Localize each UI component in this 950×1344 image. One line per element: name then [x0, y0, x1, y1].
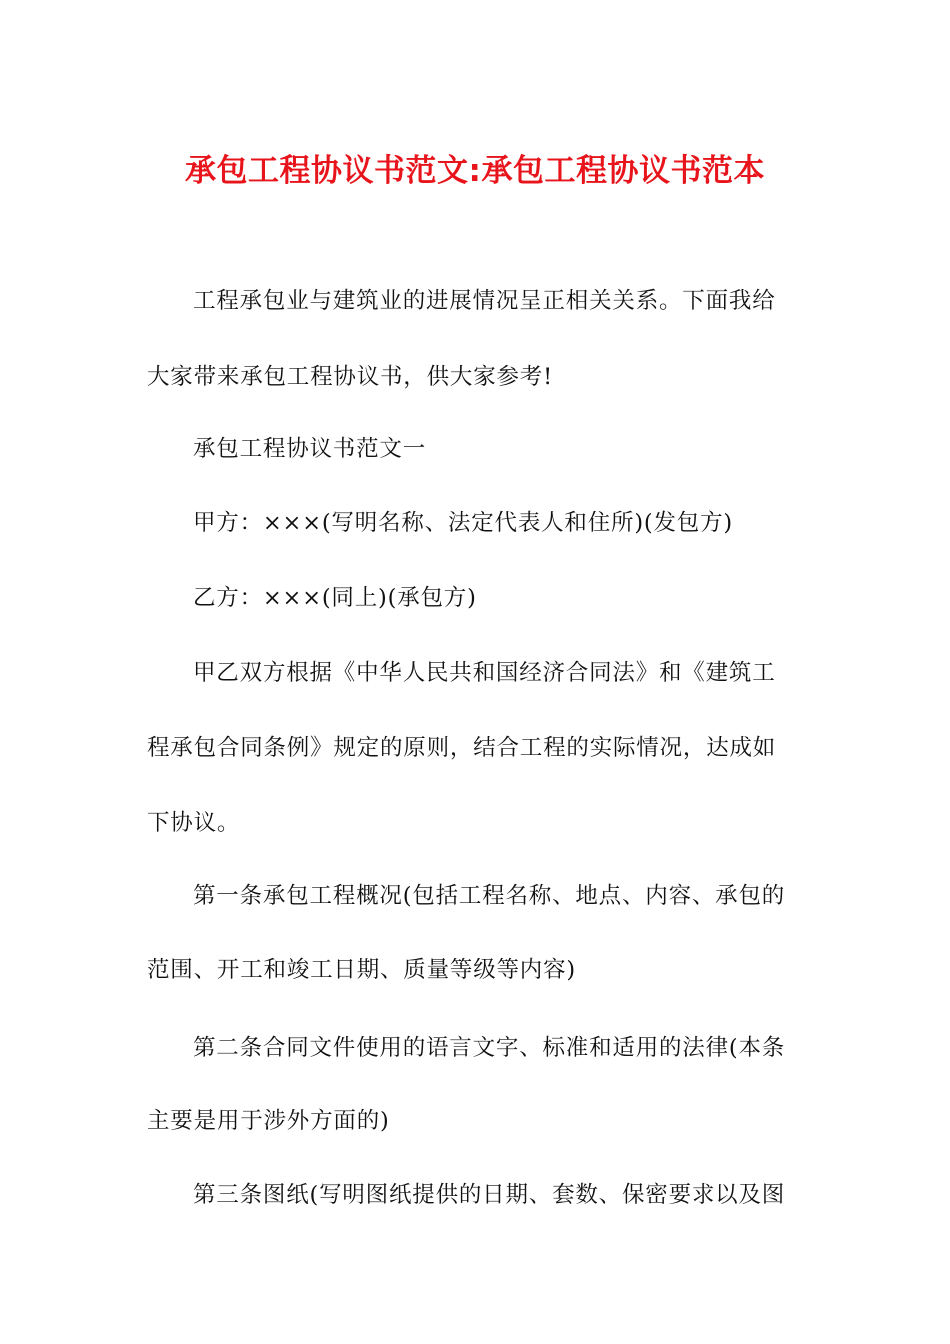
party-a-line: 甲方：×××(写明名称、法定代表人和住所)(发包方) [193, 510, 733, 536]
article-1-line: 第一条承包工程概况(包括工程名称、地点、内容、承包的 [193, 883, 786, 909]
paragraph-line: 程承包合同条例》规定的原则，结合工程的实际情况，达成如 [147, 735, 777, 761]
article-3-line: 第三条图纸(写明图纸提供的日期、套数、保密要求以及图 [193, 1182, 786, 1208]
article-2-line: 主要是用于涉外方面的) [147, 1108, 390, 1134]
paragraph-line: 甲乙双方根据《中华人民共和国经济合同法》和《建筑工 [193, 660, 776, 686]
article-1-line: 范围、开工和竣工日期、质量等级等内容) [147, 957, 576, 983]
article-2-line: 第二条合同文件使用的语言文字、标准和适用的法律(本条 [193, 1035, 786, 1061]
document-title: 承包工程协议书范文:承包工程协议书范本 [185, 153, 765, 189]
party-b-line: 乙方：×××(同上)(承包方) [193, 585, 477, 611]
paragraph-line: 大家带来承包工程协议书，供大家参考! [147, 364, 553, 390]
paragraph-line: 下协议。 [147, 810, 241, 836]
section-heading: 承包工程协议书范文一 [193, 436, 427, 462]
paragraph-line: 工程承包业与建筑业的进展情况呈正相关关系。下面我给 [193, 288, 776, 314]
